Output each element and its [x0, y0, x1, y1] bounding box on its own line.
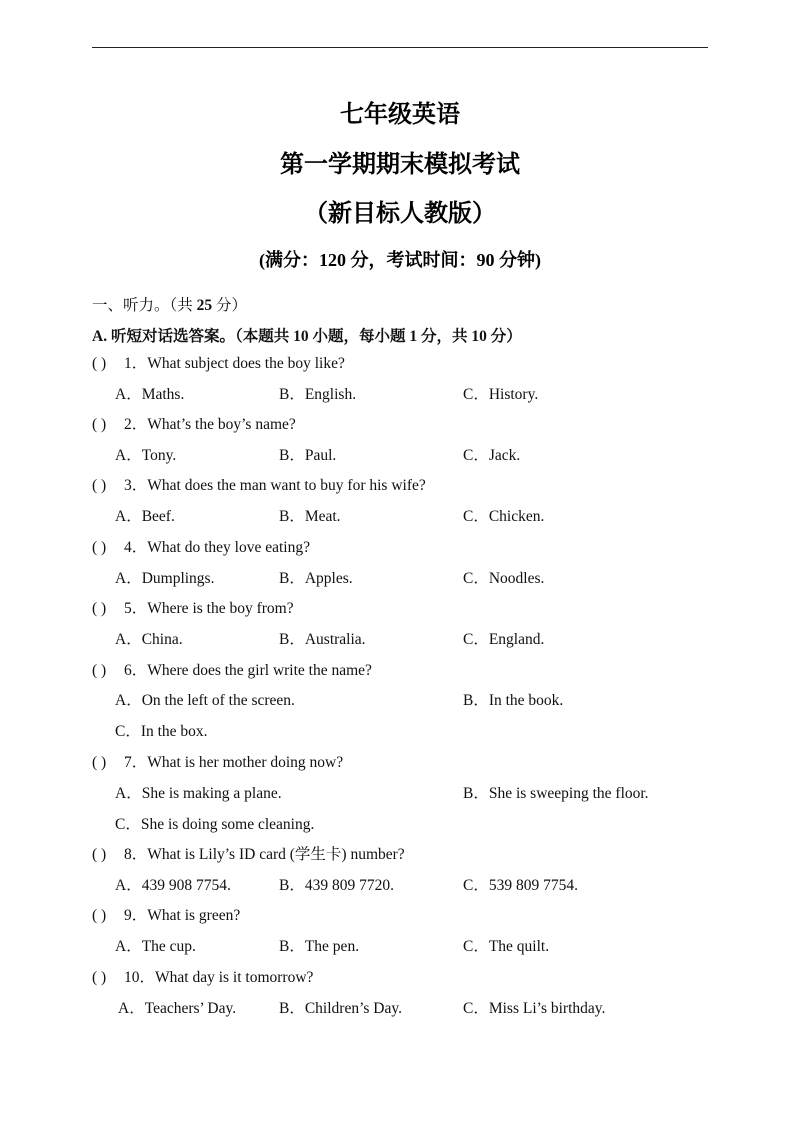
- question-number: 10．: [124, 969, 156, 986]
- answer-blank[interactable]: ( ): [92, 846, 107, 863]
- question-text: What’s the boy’s name?: [147, 416, 296, 433]
- question-number: 6．: [124, 662, 148, 679]
- question-4: [92, 537, 310, 559]
- question-text: What is Lily’s ID card (学生卡) number?: [147, 846, 405, 863]
- answer-blank[interactable]: ( ): [92, 355, 107, 372]
- option-a: A．Beef.: [115, 508, 175, 525]
- question-text: What day is it tomorrow?: [155, 969, 314, 986]
- option-c: C．Noodles.: [463, 570, 545, 587]
- question-text: Where does the girl write the name?: [147, 662, 372, 679]
- option-c: C．Miss Li’s birthday.: [463, 1000, 606, 1017]
- question-text: What is green?: [147, 907, 241, 924]
- option-b: B．Meat.: [279, 508, 341, 525]
- option-c: C．She is doing some cleaning.: [115, 816, 315, 833]
- question-number: 2．: [124, 416, 148, 433]
- option-c: C．Jack.: [463, 447, 521, 464]
- question-number: 1．: [124, 355, 148, 372]
- option-a: A．Tony.: [115, 447, 177, 464]
- option-a: A．On the left of the screen.: [115, 692, 295, 709]
- section-listening-heading: [92, 293, 247, 315]
- option-b: B．Children’s Day.: [279, 1000, 402, 1017]
- answer-blank[interactable]: ( ): [92, 662, 107, 679]
- option-b: B．Australia.: [279, 631, 366, 648]
- option-c: C．England.: [463, 631, 545, 648]
- section-a-heading: A. 听短对话选答案。（本题共 10 小题，每小题 1 分，共 10 分）: [92, 328, 522, 345]
- question-number: 9．: [124, 907, 148, 924]
- answer-blank[interactable]: ( ): [92, 907, 107, 924]
- question-9: [92, 905, 240, 927]
- section-label: 一、听力。（共: [92, 297, 193, 314]
- exam-title-name: 第一学期期末模拟考试: [280, 152, 520, 178]
- answer-blank[interactable]: ( ): [92, 600, 107, 617]
- answer-blank[interactable]: ( ): [92, 416, 107, 433]
- answer-blank[interactable]: ( ): [92, 539, 107, 556]
- question-number: 7．: [124, 754, 148, 771]
- question-number: 3．: [124, 477, 148, 494]
- exam-title-grade: 七年级英语: [340, 102, 460, 128]
- exam-score-info: (满分：120 分，考试时间：90 分钟): [259, 250, 541, 270]
- option-b: B．English.: [279, 386, 357, 403]
- option-a: A．She is making a plane.: [115, 785, 282, 802]
- question-text: What does the man want to buy for his wife?: [147, 477, 426, 494]
- question-text: What subject does the boy like?: [147, 355, 345, 372]
- question-number: 4．: [124, 539, 148, 556]
- question-6: [92, 660, 372, 682]
- header-rule: [92, 47, 708, 48]
- question-text: What do they love eating?: [147, 539, 310, 556]
- option-a: A．439 908 7754.: [115, 877, 231, 894]
- question-8: [92, 844, 405, 866]
- option-c: C．In the box.: [115, 723, 208, 740]
- question-1: [92, 353, 345, 375]
- option-a: A．Maths.: [115, 386, 185, 403]
- option-a: A．Dumplings.: [115, 570, 215, 587]
- section-points: 25: [196, 297, 213, 314]
- question-number: 5．: [124, 600, 148, 617]
- option-b: B．She is sweeping the floor.: [463, 785, 649, 802]
- section-suffix: 分）: [216, 297, 248, 314]
- option-a: A．The cup.: [115, 938, 196, 955]
- answer-blank[interactable]: ( ): [92, 969, 107, 986]
- option-b: B．In the book.: [463, 692, 564, 709]
- question-2: [92, 414, 296, 436]
- question-number: 8．: [124, 846, 148, 863]
- question-10: [92, 967, 313, 989]
- option-a: A．Teachers’ Day.: [118, 1000, 237, 1017]
- option-c: C．Chicken.: [463, 508, 545, 525]
- option-c: C．History.: [463, 386, 539, 403]
- question-3: [92, 475, 426, 497]
- answer-blank[interactable]: ( ): [92, 754, 107, 771]
- option-a: A．China.: [115, 631, 183, 648]
- question-text: What is her mother doing now?: [147, 754, 344, 771]
- question-7: [92, 752, 343, 774]
- option-b: B．439 809 7720.: [279, 877, 394, 894]
- option-b: B．The pen.: [279, 938, 360, 955]
- option-c: C．539 809 7754.: [463, 877, 578, 894]
- option-b: B．Paul.: [279, 447, 337, 464]
- exam-title-edition: （新目标人教版）: [304, 201, 496, 227]
- option-b: B．Apples.: [279, 570, 353, 587]
- answer-blank[interactable]: ( ): [92, 477, 107, 494]
- question-text: Where is the boy from?: [147, 600, 294, 617]
- option-c: C．The quilt.: [463, 938, 550, 955]
- question-5: [92, 598, 294, 620]
